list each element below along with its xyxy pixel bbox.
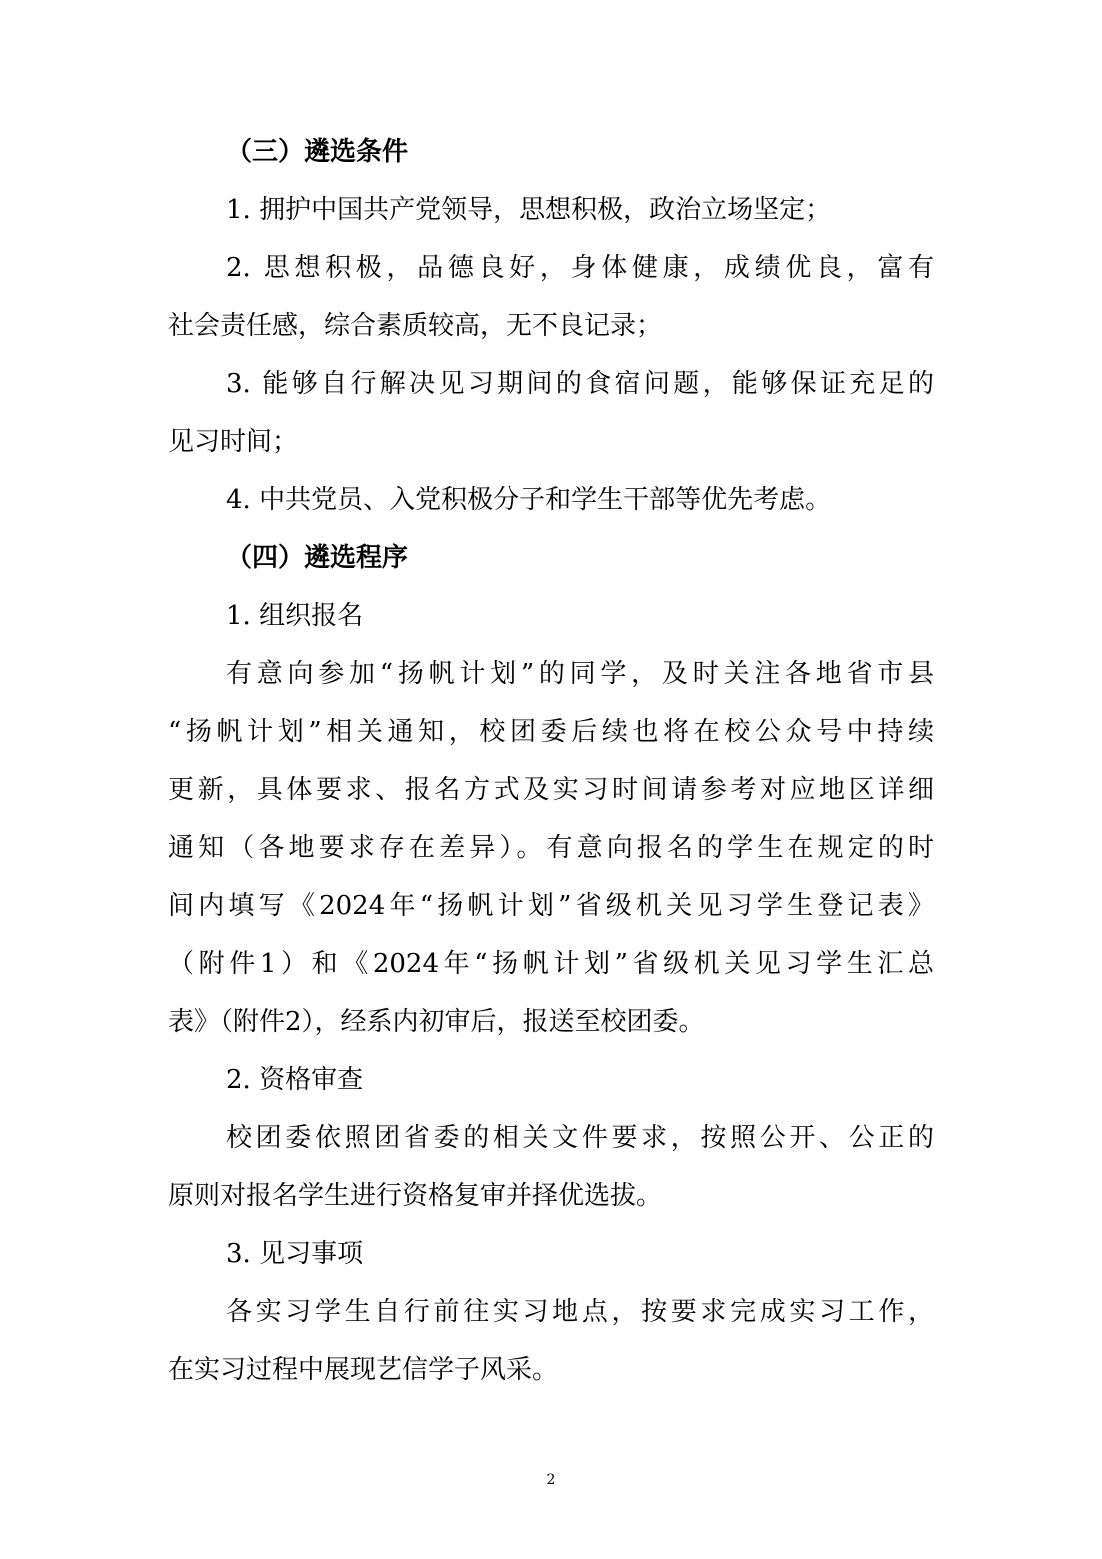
paragraph-line: 各实习学生自行前往实习地点，按要求完成实习工作， bbox=[226, 1297, 934, 1327]
criteria-item-1: 1. 拥护中国共产党领导，思想积极，政治立场坚定； bbox=[226, 195, 832, 225]
criteria-item-2-line-2: 社会责任感，综合素质较高，无不良记录； bbox=[168, 311, 663, 341]
procedure-step-1-title: 1. 组织报名 bbox=[226, 601, 364, 631]
paragraph-line: 有意向参加“扬帆计划”的同学，及时关注各地省市县 bbox=[226, 659, 934, 689]
page-number: 2 bbox=[546, 1472, 556, 1488]
paragraph-line: 间内填写《2024年“扬帆计划”省级机关见习学生登记表》 bbox=[168, 891, 934, 921]
paragraph-line: （附件1）和《2024年“扬帆计划”省级机关见习学生汇总 bbox=[168, 949, 934, 979]
paragraph-line: “扬帆计划”相关通知，校团委后续也将在校公众号中持续 bbox=[168, 717, 934, 747]
paragraph-line: 在实习过程中展现艺信学子风采。 bbox=[168, 1355, 559, 1385]
section-heading-selection-criteria: （三）遴选条件 bbox=[226, 137, 409, 167]
criteria-item-4: 4. 中共党员、入党积极分子和学生干部等优先考虑。 bbox=[226, 485, 832, 515]
paragraph-line: 通知（各地要求存在差异）。有意向报名的学生在规定的时 bbox=[168, 833, 934, 863]
criteria-item-3-line-2: 见习时间； bbox=[168, 427, 299, 457]
paragraph-line: 原则对报名学生进行资格复审并择优选拔。 bbox=[168, 1181, 663, 1211]
procedure-step-2-title: 2. 资格审查 bbox=[226, 1065, 364, 1095]
criteria-item-2-line-1: 2. 思想积极，品德良好，身体健康，成绩优良，富有 bbox=[226, 253, 934, 283]
criteria-item-3-line-1: 3. 能够自行解决见习期间的食宿问题，能够保证充足的 bbox=[226, 369, 934, 399]
procedure-step-3-title: 3. 见习事项 bbox=[226, 1239, 364, 1269]
paragraph-line: 校团委依照团省委的相关文件要求，按照公开、公正的 bbox=[226, 1123, 934, 1153]
paragraph-line: 更新，具体要求、报名方式及实习时间请参考对应地区详细 bbox=[168, 775, 934, 805]
section-heading-selection-procedure: （四）遴选程序 bbox=[226, 543, 409, 573]
paragraph-line: 表》（附件2），经系内初审后，报送至校团委。 bbox=[168, 1007, 705, 1037]
